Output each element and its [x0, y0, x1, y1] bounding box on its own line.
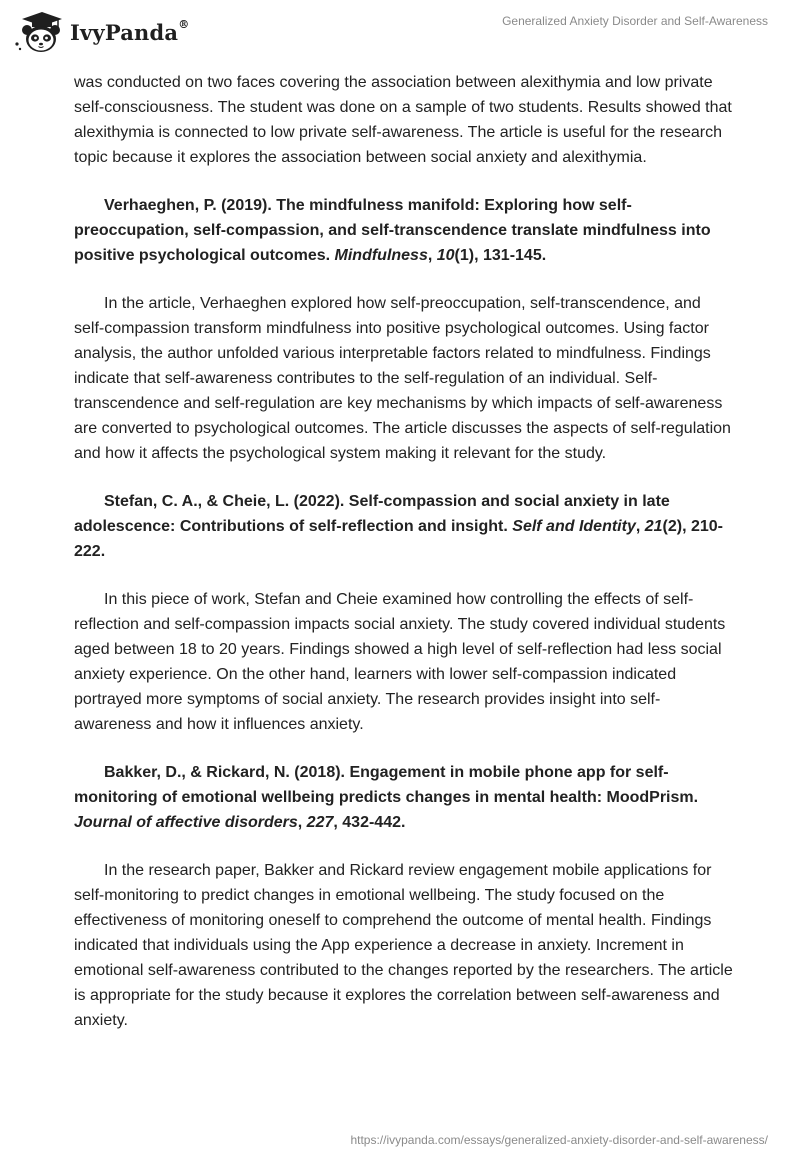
document-title: Generalized Anxiety Disorder and Self-Awareness: [502, 14, 768, 28]
brand-logo[interactable]: [14, 10, 189, 54]
reference-journal: Journal of affective disorders: [74, 814, 298, 831]
source-url[interactable]: https://ivypanda.com/essays/generalized-anxiety-disorder-and-self-awareness/: [350, 1133, 768, 1147]
reference-journal: Mindfulness: [334, 247, 428, 264]
reference-bakker-rickard: Bakker, D., & Rickard, N. (2018). Engagement in mobile phone app for self-monitoring of emotional wellbeing predicts changes in mental health: MoodPrism. Journal of affective disorders, 227, 432-442.: [74, 764, 699, 831]
registered-mark: ®: [178, 17, 190, 31]
paragraph-continued: was conducted on two faces covering the association between alexithymia and low private self-consciousness. The student was done on a sample of two students. Results showed that alexithymia is connected to low private self-awareness. The article is useful for the research topic because it explores the association between social anxiety and alexithymia.: [74, 74, 732, 166]
page-header: [0, 0, 800, 62]
annotation-stefan-cheie: In this piece of work, Stefan and Cheie examined how controlling the effects of self-reflection and self-compassion impacts social anxiety. The study covered individual students aged between 18 to 20 years. Findings showed a high level of self-reflection had less social anxiety experience. On the other hand, learners with lower self-compassion indicated portrayed more symptoms of social anxiety. The research provides insight into self-awareness and how it influences anxiety.: [74, 591, 726, 733]
reference-verhaeghen: Verhaeghen, P. (2019). The mindfulness manifold: Exploring how self-preoccupation, self-compassion, and self-transcendence translate mindfulness into positive psychological outcomes. Mindfulness, 10(1), 131-145.: [74, 197, 711, 264]
reference-stefan-cheie: Stefan, C. A., & Cheie, L. (2022). Self-compassion and social anxiety in late adolescence: Contributions of self-reflection and insight. Self and Identity, 21(2), 210-222.: [74, 493, 723, 560]
reference-volume: 21: [644, 518, 663, 535]
reference-journal: Self and Identity: [512, 518, 636, 535]
essay-body: [74, 70, 734, 1033]
reference-volume: 10: [436, 247, 455, 264]
reference-volume: 227: [306, 814, 334, 831]
panda-graduate-icon: [14, 10, 66, 54]
annotation-bakker-rickard: In the research paper, Bakker and Rickard review engagement mobile applications for self-monitoring to predict changes in emotional wellbeing. The study focused on the effectiveness of monitoring oneself to comprehend the outcome of mental health. Findings indicated that individuals using the App experience a decrease in anxiety. Increment in emotional self-awareness contributed to the changes reported by the researchers. The article is appropriate for the study because it explores the correlation between self-awareness and anxiety.: [74, 862, 733, 1029]
annotation-verhaeghen: In the article, Verhaeghen explored how self-preoccupation, self-transcendence, and self-compassion transform mindfulness into positive psychological outcomes. Using factor analysis, the author unfolded various interpretable factors related to mindfulness. Findings indicate that self-awareness contributes to the self-regulation of an individual. Self-transcendence and self-regulation are key mechanisms by which impacts of self-awareness are converted to psychological outcomes. The article discusses the aspects of self-regulation and how it affects the psychological system making it relevant for the study.: [74, 295, 731, 462]
brand-name: IvyPanda®: [70, 17, 190, 45]
